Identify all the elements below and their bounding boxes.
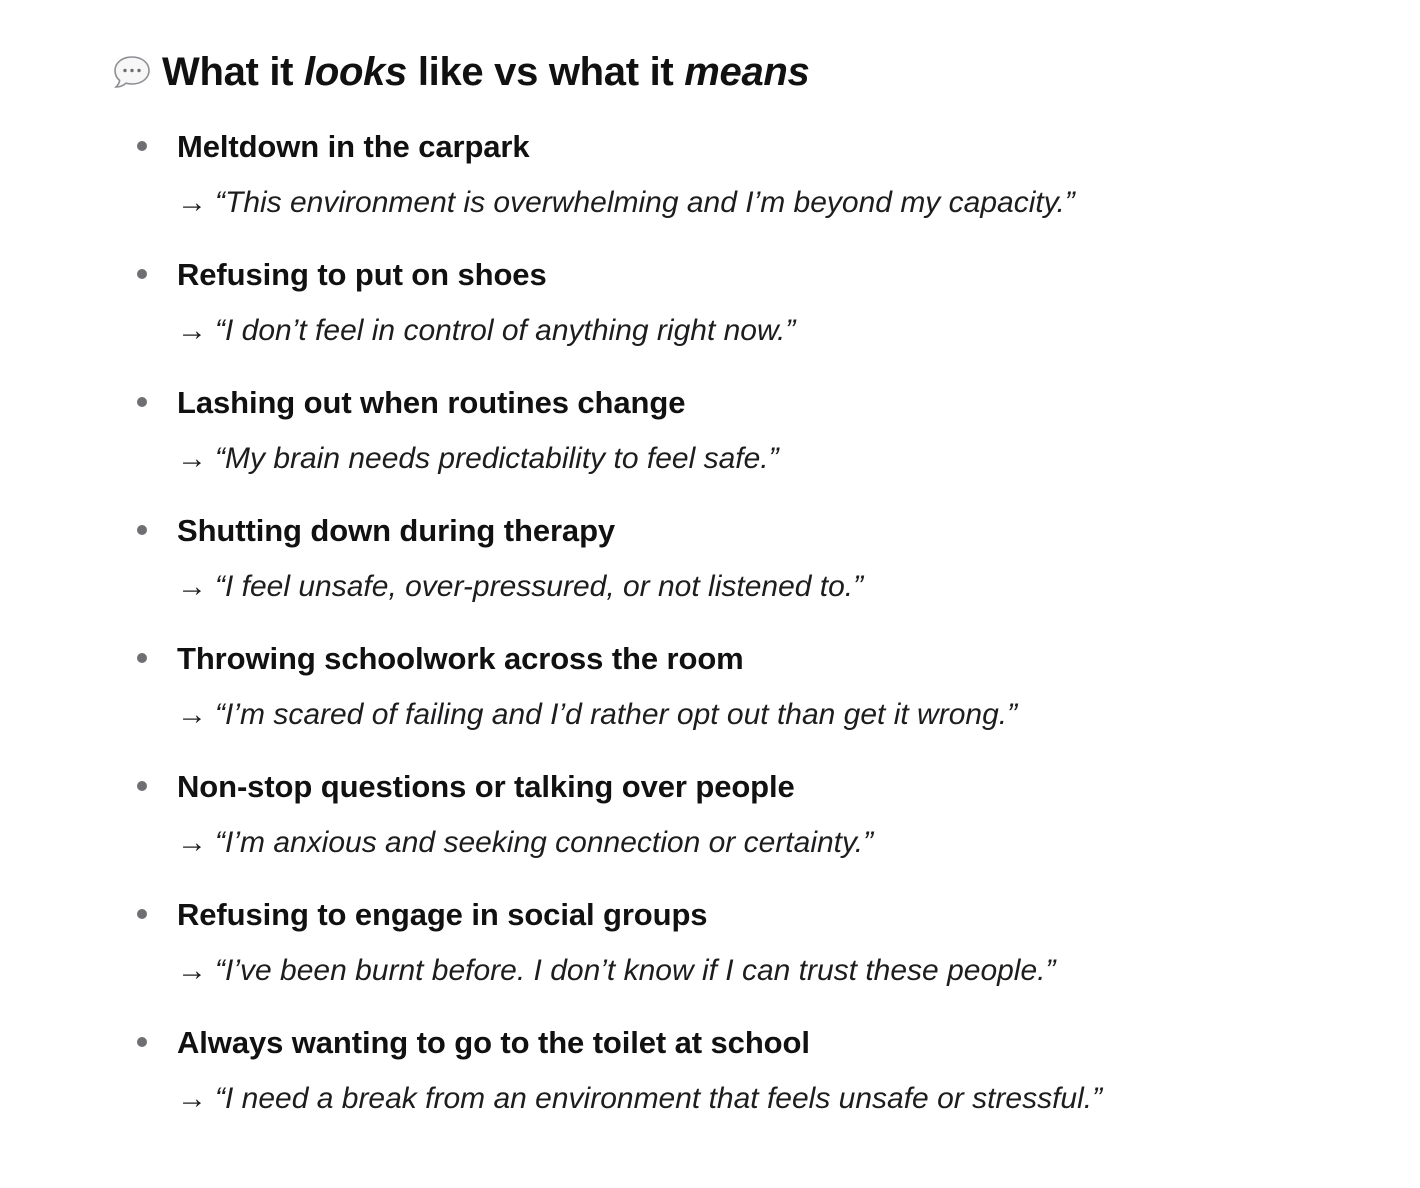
meaning-text: “I need a break from an environment that feels unsafe or stressful.” (215, 1082, 1103, 1115)
meaning-quote (177, 313, 795, 349)
list-item (0, 1025, 1420, 1153)
bullet-dot (137, 781, 147, 791)
bullet-dot (137, 525, 147, 535)
bullet-dot (137, 269, 147, 279)
list-item (0, 129, 1420, 257)
behaviour-label: Shutting down during therapy (177, 513, 616, 548)
list-item (0, 641, 1420, 769)
behaviour-label: Lashing out when routines change (177, 385, 686, 420)
meaning-text: “I’m anxious and seeking connection or certainty.” (215, 826, 874, 859)
list-item (0, 257, 1420, 385)
heading-part-3: like vs what it (407, 49, 685, 94)
meaning-quote (177, 1081, 1102, 1117)
bullet-dot (137, 397, 147, 407)
speech-bubble-icon (112, 52, 152, 92)
meaning-quote (177, 185, 1075, 221)
list-item (0, 769, 1420, 897)
arrow-right-icon: → (177, 570, 207, 603)
meaning-text: “This environment is overwhelming and I’m beyond my capacity.” (215, 186, 1075, 219)
meaning-quote (177, 953, 1055, 989)
list-item (0, 385, 1420, 513)
heading-emphasis-looks: looks (304, 49, 407, 94)
section-heading (112, 44, 809, 100)
behaviour-label: Meltdown in the carpark (177, 129, 530, 164)
heading-part-1: What it (162, 49, 305, 94)
list-item (0, 897, 1420, 1025)
heading-emphasis-means: means (684, 49, 810, 94)
arrow-right-icon: → (177, 314, 207, 347)
behaviour-label: Always wanting to go to the toilet at school (177, 1025, 810, 1060)
arrow-right-icon: → (177, 698, 207, 731)
meaning-text: “I don’t feel in control of anything right now.” (215, 314, 796, 347)
bullet-dot (137, 653, 147, 663)
page-title (162, 50, 809, 95)
behaviour-label: Refusing to put on shoes (177, 257, 547, 292)
meaning-quote (177, 441, 779, 477)
bullet-dot (137, 1037, 147, 1047)
arrow-right-icon: → (177, 826, 207, 859)
arrow-right-icon: → (177, 954, 207, 987)
behaviour-label: Non-stop questions or talking over people (177, 769, 795, 804)
arrow-right-icon: → (177, 1082, 207, 1115)
bullet-dot (137, 141, 147, 151)
bullet-dot (137, 909, 147, 919)
meaning-text: “I feel unsafe, over-pressured, or not listened to.” (215, 570, 864, 603)
behaviour-label: Throwing schoolwork across the room (177, 641, 744, 676)
arrow-right-icon: → (177, 442, 207, 475)
meaning-text: “I’ve been burnt before. I don’t know if I can trust these people.” (215, 954, 1056, 987)
meaning-quote (177, 697, 1017, 733)
meaning-quote (177, 569, 863, 605)
meaning-text: “My brain needs predictability to feel safe.” (215, 442, 779, 475)
meaning-quote (177, 825, 873, 861)
list-item (0, 513, 1420, 641)
arrow-right-icon: → (177, 186, 207, 219)
meaning-text: “I’m scared of failing and I’d rather opt out than get it wrong.” (215, 698, 1018, 731)
behaviour-label: Refusing to engage in social groups (177, 897, 708, 932)
